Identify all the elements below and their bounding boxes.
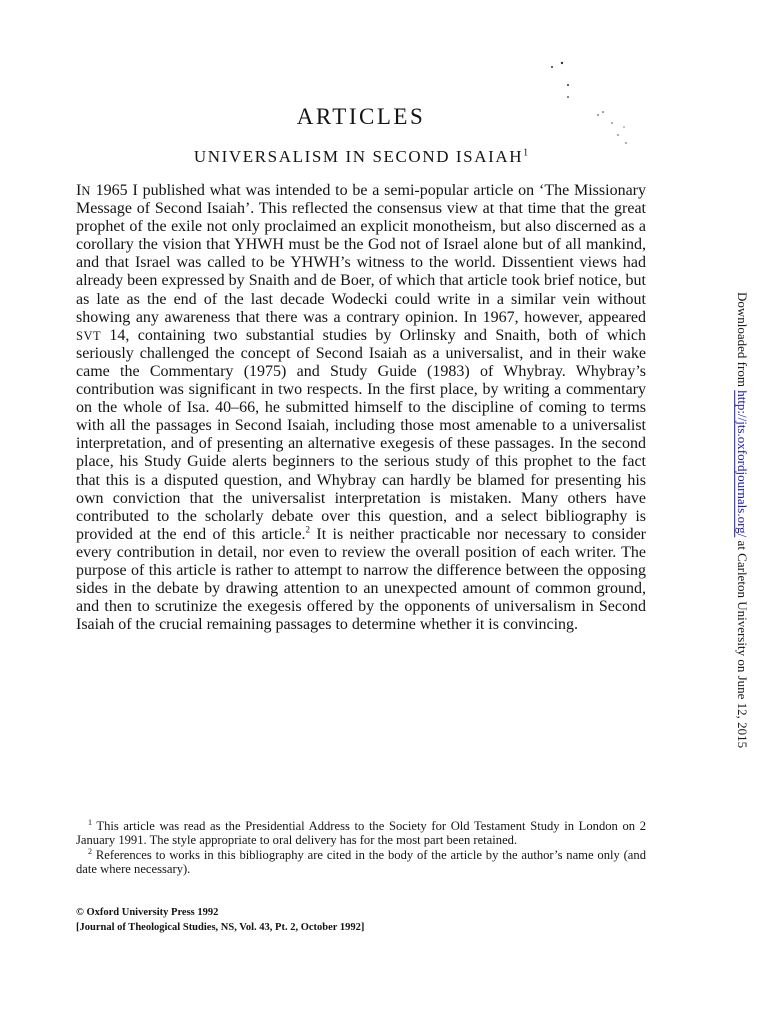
dropcap: I: [76, 182, 82, 199]
copyright-block: [76, 905, 646, 935]
footnote-1: [76, 819, 646, 848]
footnote-marker: 2: [88, 846, 92, 856]
body-paragraph-c: It is neither practicable nor necessary to consider every contribution in detail, nor even to review the overall position of each writer. The purpose of this article is rather to attempt to narrow the difference between the opposing sides in the debate by drawing attention to an unexpected amount of common ground, and then to scrutinize the exegesis offered by the opponents of universalism in Second Isaiah of the crucial remaining passages to determine whether it is convincing.: [76, 525, 646, 634]
body-paragraph-a: 1965 I published what was intended to be a semi-popular article on ‘The Missionary Message of Second Isaiah’. This reflected the consensus view at that time that the great prophet of the exile not only proclaimed an explicit monotheism, but also discerned as a corollary the vision that YHWH must be the God not of Israel alone but of all mankind, and that Israel was called to be YHWH’s witness to the world. Dissentient views had already been expressed by Snaith and de Boer, of which that article took brief notice, but as late as the end of the last decade Wodecki could write in a similar vein without showing any awareness that there was a contrary opinion. In 1967, however, appeared: [76, 182, 646, 326]
footnote-text: This article was read as the Presidential Address to the Society for Old Testament Study in London on 2 January 1991. The style appropriate to oral delivery has for the most part been retained.: [76, 819, 646, 848]
footnotes: [76, 819, 646, 877]
journal-link[interactable]: http://jts.oxfordjournals.org/: [735, 390, 750, 538]
title-footnote-marker: 1: [523, 147, 529, 159]
copyright-line: © Oxford University Press 1992: [76, 907, 219, 918]
dropcap-rest: N: [81, 184, 91, 198]
footnote-2: [76, 848, 646, 877]
journal-citation: [Journal of Theological Studies, NS, Vol. 43, Pt. 2, October 1992]: [76, 922, 365, 933]
section-title: ARTICLES: [296, 104, 426, 129]
article-title-text: UNIVERSALISM IN SECOND ISAIAH: [193, 147, 524, 166]
scan-specks: [540, 55, 640, 165]
footnote-ref-2: 2: [305, 524, 311, 535]
watermark-suffix: at Carleton University on June 12, 2015: [735, 537, 750, 749]
body-paragraph-b: 14, containing two substantial studies by Orlinsky and Snaith, both of which seriously challenged the concept of Second Isaiah as a universalist, and in their wake came the Commentary (1975) and Study Guide (1983) of Whybray. Whybray’s contribution was significant in two respects. In the first place, by writing a commentary on the whole of Isa. 40–66, he submitted himself to the discipline of coming to terms with all the passages in Second Isaiah, including those most amenable to a universalist interpretation, and of presenting an alternative exegesis of these passages. In the second place, his Study Guide alerts beginners to the serious study of this prophet to the fact that this is a disputed question, and Whybray can hardly be blamed for presenting his own conviction that the universalist interpretation is mistaken. Many others have contributed to the scholarly debate over this question, and a select bibliography is provided at the end of this article.: [76, 326, 646, 543]
article-body: [76, 182, 646, 634]
watermark-prefix: Downloaded from: [735, 292, 750, 391]
footnote-text: References to works in this bibliography are cited in the body of the article by the author’s name only (and date where necessary).: [76, 847, 646, 877]
footnote-marker: 1: [88, 817, 92, 827]
download-watermark: [734, 292, 750, 748]
svt-abbrev: SVT: [76, 328, 102, 343]
